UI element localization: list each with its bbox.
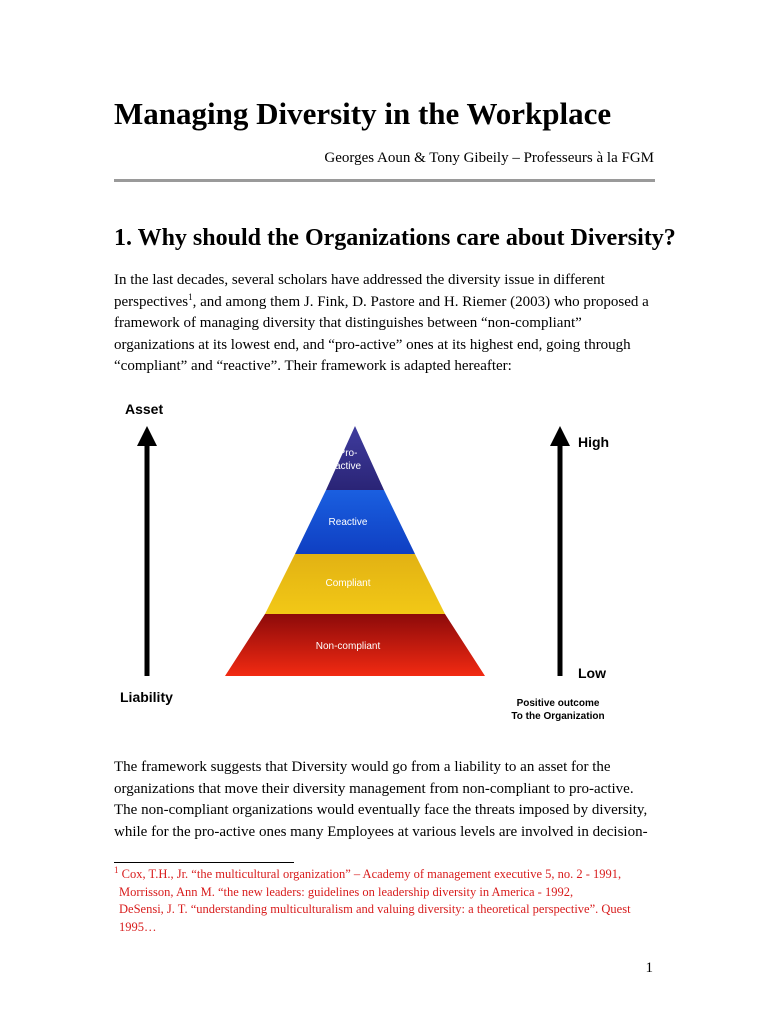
axis-label-asset: Asset bbox=[125, 401, 164, 417]
footnote-line bbox=[114, 866, 674, 884]
framework-paragraph: The framework suggests that Diversity would go from a liability to an asset for the organizations that move their diversity management from non-compliant to pro-active. The non-compliant organizations would eventually face the threats imposed by diversity, while for the pro-active ones many Employees at various levels are involved in decision- bbox=[114, 759, 648, 840]
label-pro-active-line1: Pro- bbox=[338, 448, 358, 459]
intro-text-part1: In the last decades, several scholars have addressed the diversity issue in different perspectives bbox=[114, 272, 605, 310]
label-compliant: Compliant bbox=[325, 578, 371, 589]
footnote-text-2: Morrisson, Ann M. “the new leaders: guidelines on leadership diversity in America - 1992, bbox=[119, 884, 574, 899]
axis-label-low: Low bbox=[578, 665, 606, 681]
axis-label-high: High bbox=[578, 434, 610, 450]
diversity-pyramid-diagram bbox=[110, 396, 630, 726]
caption-positive-outcome: Positive outcome bbox=[516, 698, 600, 709]
title-divider bbox=[114, 179, 655, 182]
footnote-marker: 1 bbox=[114, 864, 119, 875]
caption-to-organization: To the Organization bbox=[511, 711, 605, 722]
footnote-reference[interactable]: 1 bbox=[188, 291, 193, 302]
document-title: Managing Diversity in the Workplace bbox=[114, 96, 612, 131]
label-non-compliant: Non-compliant bbox=[315, 641, 381, 652]
section-heading: 1. Why should the Organizations care about Diversity? bbox=[114, 225, 676, 251]
label-reactive: Reactive bbox=[328, 517, 368, 528]
footnote-divider bbox=[114, 862, 294, 863]
label-pro-active-line2: active bbox=[334, 461, 362, 472]
footnote-text-3: DeSensi, J. T. “understanding multiculturalism and valuing diversity: a theoretical perspective”. Quest bbox=[119, 902, 631, 916]
footnote-text-4: 1995… bbox=[119, 919, 157, 934]
page-number: 1 bbox=[645, 960, 653, 976]
intro-text-part2: , and among them J. Fink, D. Pastore and H. Riemer (2003) who proposed a framework of managing diversity that distinguishes between “non-compliant” organizations at its lowest end, and “pro-active” ones at its highest end, going through “compliant” and “reactive”. Their framework is adapted hereafter: bbox=[114, 293, 649, 374]
axis-label-liability: Liability bbox=[120, 689, 173, 705]
footnote-text-1: Cox, T.H., Jr. “the multicultural organization” – Academy of management executive 5, no. 2 - 1991, bbox=[121, 867, 622, 881]
footnote bbox=[114, 866, 674, 936]
intro-paragraph bbox=[114, 270, 659, 378]
author-byline: Georges Aoun & Tony Gibeily – Professeurs à la FGM bbox=[324, 150, 654, 166]
